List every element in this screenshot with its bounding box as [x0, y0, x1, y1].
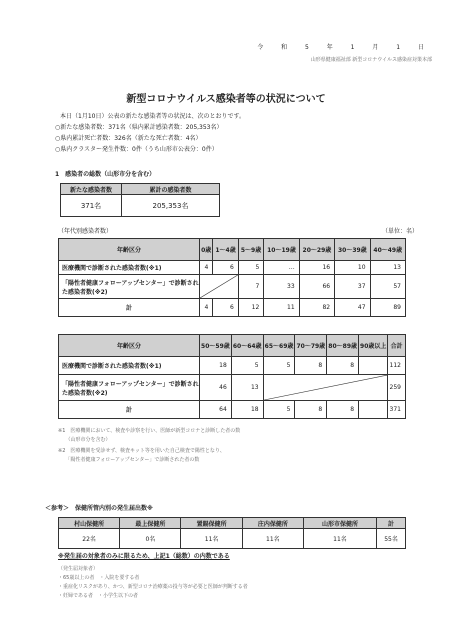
intro-text: 本日（1月10日）公表の新たな感染者等の状況は、次のとおりです。: [60, 113, 245, 120]
hc-col-shonai: 庄内保健所: [242, 518, 303, 529]
table-cell: 6: [213, 261, 238, 275]
footer-note: ※発生届の対象者のみに限るため、上記1（総数）の内数である: [58, 553, 230, 560]
document-source: 山形県健康福祉部 新型コロナウイルス感染症対策本部: [310, 57, 432, 63]
page-title: 新型コロナウイルス感染者等の状況について: [126, 94, 326, 105]
row-label-total: 計: [59, 401, 200, 419]
table-cell: 7: [238, 275, 263, 299]
age-col-90-plus: 90歳以上: [359, 335, 388, 357]
hc-col-mogami: 最上保健所: [120, 518, 181, 529]
hc-col-okitama: 置賜保健所: [181, 518, 242, 529]
table-cell: 22名: [59, 529, 120, 549]
diagonal-line: [200, 275, 238, 298]
table-cell: 18: [200, 357, 232, 375]
table-cell: 8: [327, 401, 359, 419]
row-label-medical: 医療機関で診断された感染者数(※1): [59, 357, 200, 375]
bullet-deaths: ○県内累計死亡者数：326名（新たな死亡者数：4名）: [55, 135, 202, 142]
age-breakdown-label: （年代別感染者数）: [58, 228, 113, 235]
table-cell: 13: [370, 261, 405, 275]
footer-line: ・妊婦である者 ・小学生以下の者: [58, 593, 139, 599]
row-label-medical: 医療機関で診断された感染者数(※1): [59, 261, 200, 275]
table-cell: 89: [370, 299, 405, 317]
table-cell: 16: [299, 261, 334, 275]
row-label-total: 計: [59, 299, 200, 317]
age-col-40-49: 40～49歳: [370, 239, 405, 261]
table-cell: 11: [264, 299, 299, 317]
footer-line: ・65歳以上の者 ・入院を要する者: [58, 575, 140, 581]
hc-col-total: 計: [377, 518, 406, 529]
table-cell: 4: [200, 299, 213, 317]
age-table-older-corner: 年齢区分: [59, 335, 200, 357]
table-cell: 8: [295, 357, 327, 375]
age-col-20-29: 20～29歳: [299, 239, 334, 261]
table-cell: 64: [200, 401, 232, 419]
table-cell: 46: [200, 375, 232, 401]
table-row: [59, 375, 406, 401]
health-center-table: [58, 517, 406, 549]
hc-col-yamagata-city: 山形市保健所: [303, 518, 376, 529]
table-row: [59, 357, 406, 375]
table-cell: 259: [388, 375, 406, 401]
table-cell: 47: [335, 299, 370, 317]
diagonal-line: [264, 375, 388, 400]
not-applicable-cell: [263, 375, 388, 401]
table-cell: 11名: [242, 529, 303, 549]
table-cell: 5: [263, 357, 295, 375]
totals-cumulative-value: 205,353名: [122, 195, 220, 217]
table-cell: [359, 357, 388, 375]
note-1-cont: （山形市分を含む）: [58, 437, 111, 443]
table-cell: 5: [238, 261, 263, 275]
totals-header-new: 新たな感染者数: [61, 184, 122, 195]
age-col-1-4: 1～4歳: [213, 239, 238, 261]
age-table-young: [58, 238, 406, 317]
not-applicable-cell: [200, 275, 239, 299]
age-col-total: 合計: [388, 335, 406, 357]
table-cell: 8: [327, 357, 359, 375]
age-col-5-9: 5～9歳: [238, 239, 263, 261]
table-cell: 4: [200, 261, 213, 275]
age-col-0: 0歳: [200, 239, 213, 261]
totals-new-value: 371名: [61, 195, 122, 217]
table-cell: 10: [335, 261, 370, 275]
table-row: [59, 529, 406, 549]
table-cell: 12: [238, 299, 263, 317]
footer-line: （発生届対象者）: [58, 566, 99, 572]
table-row: [59, 299, 406, 317]
age-col-80-89: 80～89歳: [327, 335, 359, 357]
unit-label: （単位：名）: [382, 228, 419, 235]
table-cell: [359, 401, 388, 419]
table-cell: 5: [231, 357, 263, 375]
age-col-70-79: 70～79歳: [295, 335, 327, 357]
bullet-clusters: ○県内クラスター発生件数：0件（うち山形市公表分：0件）: [55, 146, 218, 153]
table-cell: 371: [388, 401, 406, 419]
row-label-followup: 「陽性者健康フォローアップセンター」で診断された感染者数(※2): [59, 275, 200, 299]
table-cell: 55名: [377, 529, 406, 549]
hc-col-murayama: 村山保健所: [59, 518, 120, 529]
note-1: ※1 医療機関において、検査や診察を行い、医師が新型コロナと診断した者の数: [58, 428, 241, 434]
note-2-cont: 「陽性者健康フォローアップセンター」で診断された者の数: [58, 457, 200, 463]
totals-header-cumulative: 累計の感染者数: [122, 184, 220, 195]
table-cell: …: [264, 261, 299, 275]
document-date: 令 和 5 年 1 月 1 日: [257, 44, 432, 51]
note-2: ※2 医療機関を受診せず、検査キット等を用いた自己検査で陽性となり、: [58, 448, 225, 454]
table-cell: 11名: [181, 529, 242, 549]
table-cell: 66: [299, 275, 334, 299]
row-label-followup: 「陽性者健康フォローアップセンター」で診断された感染者数(※2): [59, 375, 200, 401]
table-cell: 37: [335, 275, 370, 299]
age-col-65-69: 65～69歳: [263, 335, 295, 357]
bullet-new-cases: ○新たな感染者数：371名（県内累計感染者数：205,353名）: [55, 124, 223, 131]
age-table-young-corner: 年齢区分: [59, 239, 200, 261]
age-col-50-59: 50～59歳: [200, 335, 232, 357]
reference-heading: ＜参考＞ 保健所管内別の発生届出数※: [45, 505, 153, 512]
table-row: [59, 401, 406, 419]
table-row: [59, 261, 406, 275]
table-cell: 8: [295, 401, 327, 419]
table-row: [59, 275, 406, 299]
table-cell: 57: [370, 275, 405, 299]
table-cell: 18: [231, 401, 263, 419]
footer-line: ・重症化リスクがあり、かつ、新型コロナ治療薬の投与等が必要と医師が判断する者: [58, 584, 248, 590]
age-col-60-64: 60～64歳: [231, 335, 263, 357]
table-cell: 11名: [303, 529, 376, 549]
table-cell: 6: [213, 299, 238, 317]
table-cell: 0名: [120, 529, 181, 549]
age-col-30-39: 30～39歳: [335, 239, 370, 261]
age-table-older: [58, 334, 406, 419]
table-cell: 33: [264, 275, 299, 299]
table-cell: 112: [388, 357, 406, 375]
totals-table: [60, 183, 220, 217]
table-cell: 5: [263, 401, 295, 419]
table-cell: 82: [299, 299, 334, 317]
age-col-10-19: 10～19歳: [264, 239, 299, 261]
table-cell: 13: [231, 375, 263, 401]
section1-heading: 1 感染者の総数（山形市分を含む）: [55, 171, 156, 178]
